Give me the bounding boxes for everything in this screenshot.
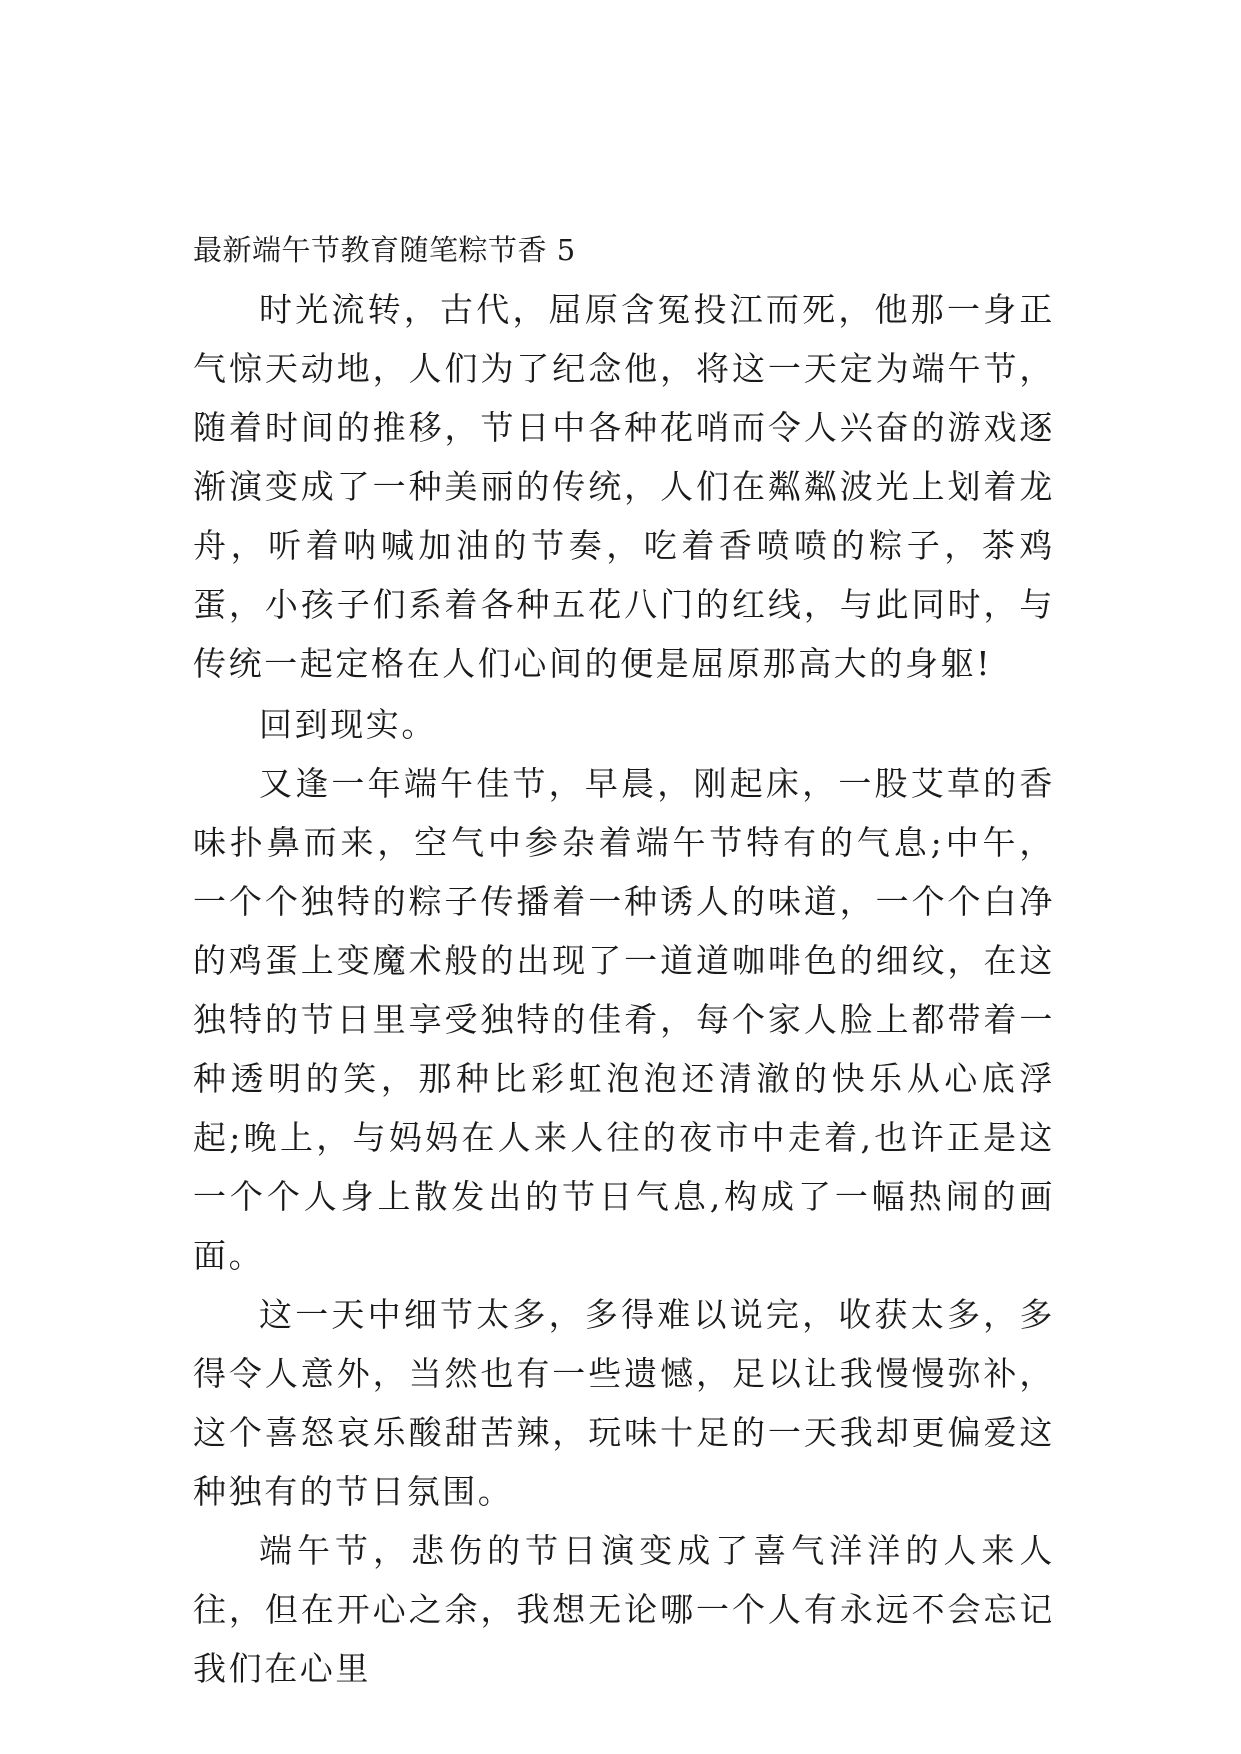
paragraph-history: 时光流转，古代，屈原含冤投江而死，他那一身正气惊天动地，人们为了纪念他，将这一天定为端午节，随着时间的推移，节日中各种花哨而令人兴奋的游戏逐渐演变成了一种美丽的传统，人们在粼粼波光上划着龙舟，听着呐喊加油的节奏，吃着香喷喷的粽子，茶鸡蛋，小孩子们系着各种五花八门的红线，与此同时，与传统一起定格在人们心间的便是屈原那高大的身躯! — [193, 290, 1055, 683]
document-title: 最新端午节教育随笔粽节香 5 — [193, 233, 576, 267]
document-page — [193, 220, 1055, 1698]
paragraph-festival-day: 又逢一年端午佳节，早晨，刚起床，一股艾草的香味扑鼻而来，空气中参杂着端午节特有的气息;中午，一个个独特的粽子传播着一种诱人的味道，一个个白净的鸡蛋上变魔术般的出现了一道道咖啡色的细纹，在这独特的节日里享受独特的佳肴，每个家人脸上都带着一种透明的笑，那种比彩虹泡泡还清澈的快乐从心底浮起;晚上，与妈妈在人来人往的夜市中走着,也许正是这一个个人身上散发出的节日气息,构成了一幅热闹的画面。 — [193, 764, 1055, 1275]
paragraph-return-to-reality: 回到现实。 — [259, 705, 437, 744]
paragraph-conclusion: 端午节，悲伤的节日演变成了喜气洋洋的人来人往，但在开心之余，我想无论哪一个人有永远不会忘记我们在心里 — [193, 1531, 1055, 1688]
paragraph-reflection: 这一天中细节太多，多得难以说完，收获太多，多得令人意外，当然也有一些遗憾，足以让我慢慢弥补，这个喜怒哀乐酸甜苦辣，玩味十足的一天我却更偏爱这种独有的节日氛围。 — [193, 1295, 1055, 1511]
